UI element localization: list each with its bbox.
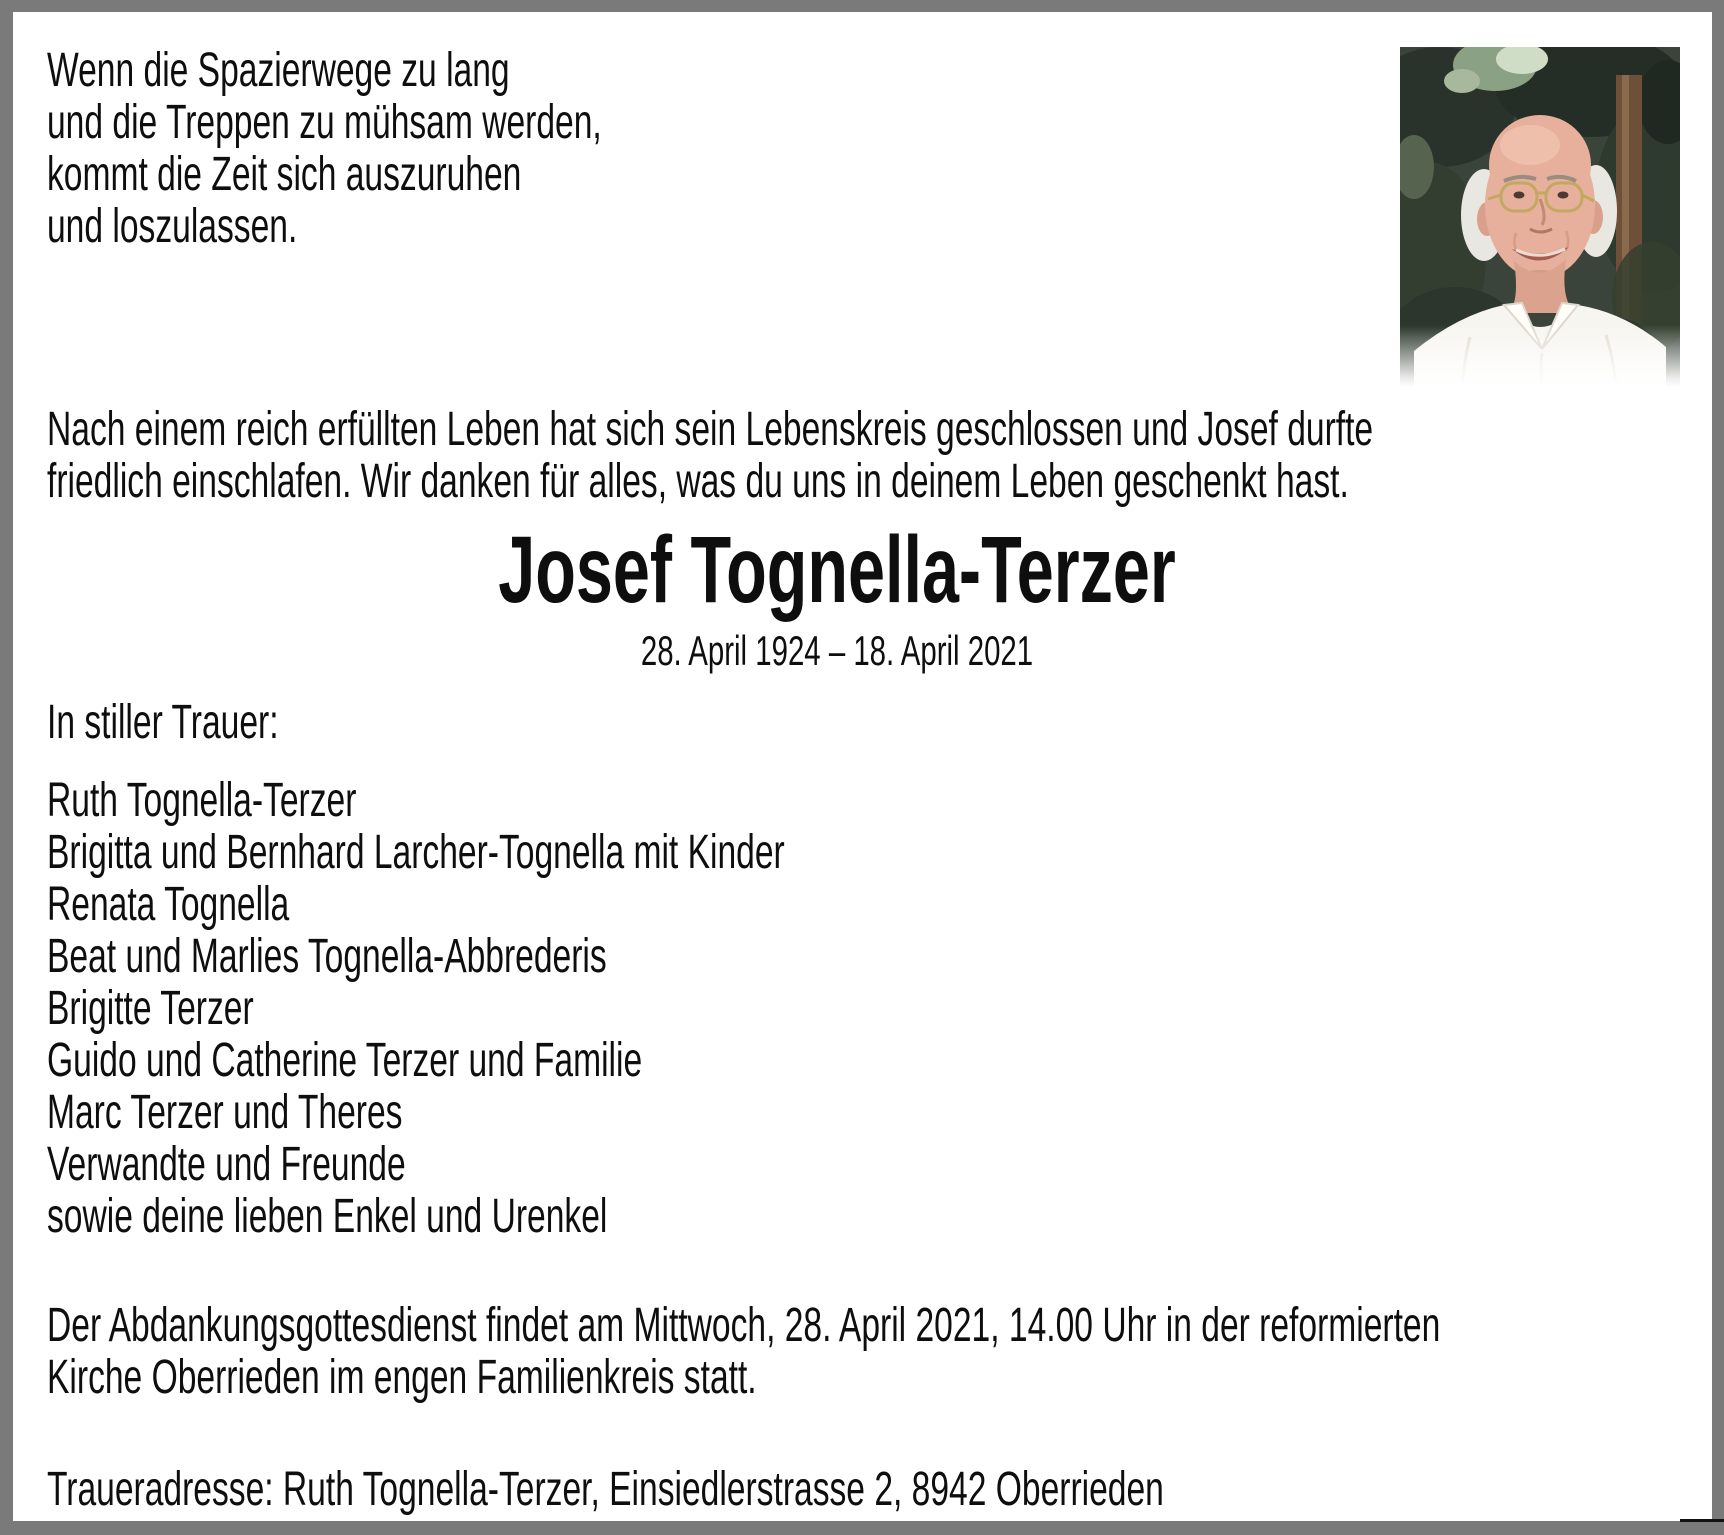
mourning-label: In stiller Trauer:: [47, 696, 279, 749]
service-line: Der Abdankungsgottesdienst findet am Mittwoch, 28. April 2021, 14.00 Uhr in der reformierten: [47, 1299, 1441, 1352]
poem: [47, 45, 602, 253]
mourner-name: Renata Tognella: [47, 878, 290, 931]
life-dates: 28. April 1924 – 18. April 2021: [640, 627, 1034, 674]
mourner-name: Beat und Marlies Tognella-Abbrederis: [47, 930, 607, 983]
mourner-name: Guido und Catherine Terzer und Familie: [47, 1034, 643, 1087]
intro-line: Nach einem reich erfüllten Leben hat sich sein Lebenskreis geschlossen und Josef durfte: [47, 403, 1374, 456]
portrait-photo-illustration: [1400, 47, 1680, 387]
mourners-list: [47, 775, 785, 1243]
portrait-photo: [1400, 47, 1680, 387]
service-line: Kirche Oberrieden im engen Familienkreis statt.: [47, 1351, 757, 1404]
obituary-card: [13, 12, 1712, 1521]
poem-line: und loszulassen.: [47, 200, 298, 253]
poem-line: Wenn die Spazierwege zu lang: [47, 44, 510, 97]
mourner-name: Brigitte Terzer: [47, 982, 254, 1035]
mourner-name: Ruth Tognella-Terzer: [47, 774, 357, 827]
poem-line: kommt die Zeit sich auszuruhen: [47, 148, 522, 201]
mourning-address: Traueradresse: Ruth Tognella-Terzer, Einsiedlerstrasse 2, 8942 Oberrieden: [47, 1463, 1164, 1516]
deceased-name: Josef Tognella-Terzer: [498, 517, 1176, 623]
poem-line: und die Treppen zu mühsam werden,: [47, 96, 602, 149]
intro-line: friedlich einschlafen. Wir danken für alles, was du uns in deinem Leben geschenkt hast.: [47, 455, 1349, 508]
scan-artifact: [1680, 1519, 1724, 1522]
intro-paragraph: [47, 404, 1373, 508]
mourner-name: Brigitta und Bernhard Larcher-Tognella mit Kinder: [47, 826, 785, 879]
mourner-name: Verwandte und Freunde: [47, 1138, 406, 1191]
mourner-name: Marc Terzer und Theres: [47, 1086, 403, 1139]
mourner-name: sowie deine lieben Enkel und Urenkel: [47, 1190, 608, 1243]
service-info: [47, 1300, 1440, 1404]
